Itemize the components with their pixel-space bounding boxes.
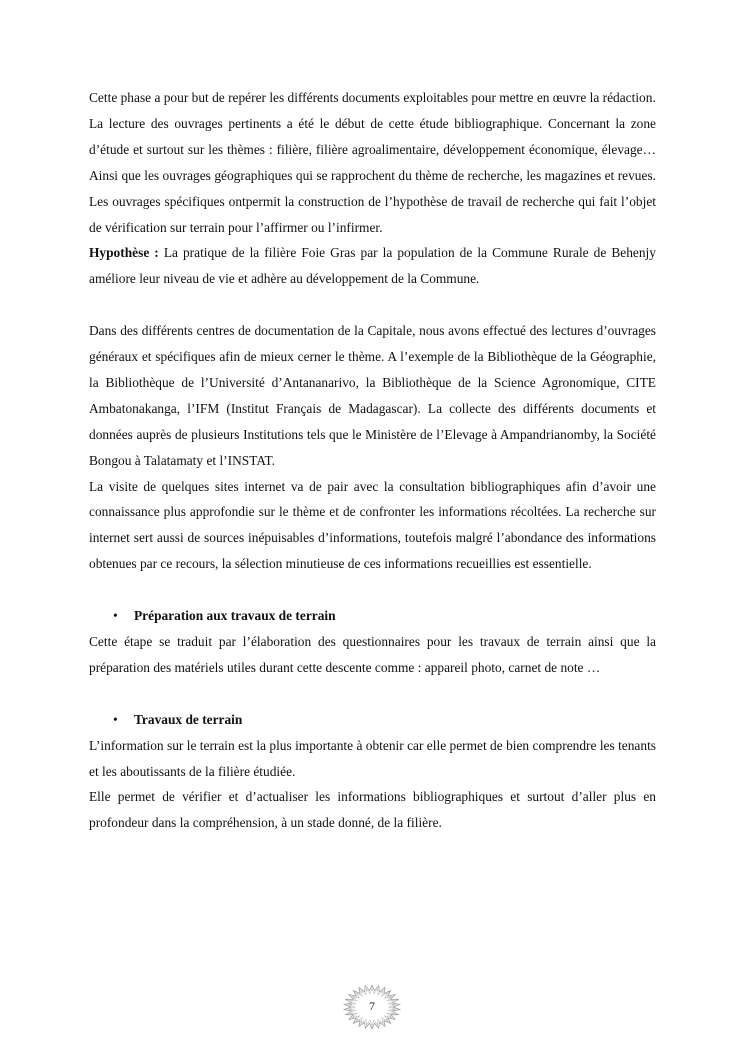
spacer	[89, 292, 656, 318]
preparation-heading	[89, 603, 656, 629]
terrain-paragraph-1: L’information sur le terrain est la plus importante à obtenir car elle permet de bien comprendre les tenants et les aboutissants de la filière étudiée.	[89, 737, 656, 779]
documentation-centers-paragraph: Dans des différents centres de documentation de la Capitale, nous avons effectué des lectures d’ouvrages généraux et spécifiques afin de mieux cerner le thème. A l’exemple de la Bibliothèque de la Géographie, la Bibliothèque de l’Université d’Antananarivo, la Bibliothèque de la Science Agronomique, CITE Ambatonakanga, l’IFM (Institut Français de Madagascar). La collecte des différents documents et données auprès de plusieurs Institutions tels que le Ministère de l’Elevage à Ampandrianomby, la Société Bongou à Talatamaty et l’INSTAT.	[89, 323, 656, 468]
hypothesis-label: Hypothèse :	[89, 245, 159, 261]
terrain-paragraph-2: Elle permet de vérifier et d’actualiser les informations bibliographiques et surtout d’aller plus en profondeur dans la compréhension, à un stade donné, de la filière.	[89, 789, 656, 831]
page-number-badge	[340, 984, 404, 1034]
bullet-icon: •	[113, 711, 118, 727]
terrain-heading-text: Travaux de terrain	[134, 711, 243, 727]
bullet-icon: •	[113, 608, 118, 624]
bibliography-paragraph: La lecture des ouvrages pertinents a été le début de cette étude bibliographique. Concernant la zone d’étude et surtout sur les thèmes : filière, filière agroalimentaire, développement économique, élevage…Ainsi que les ouvrages géographiques qui se rapprochent du thème de recherche, les magazines et revues. Les ouvrages spécifiques ontpermit la construction de l’hypothèse de travail de recherche qui fait l’objet de vérification sur terrain pour l’affirmer ou l’infirmer.	[89, 115, 656, 235]
preparation-paragraph: Cette étape se traduit par l’élaboration des questionnaires pour les travaux de terrain ainsi que la préparation des matériels utiles durant cette descente comme : appareil photo, carnet de note …	[89, 634, 656, 675]
document-page	[89, 85, 656, 836]
spacer	[89, 681, 656, 707]
page-number: 7	[369, 999, 375, 1013]
terrain-heading	[89, 707, 656, 733]
internet-research-paragraph: La visite de quelques sites internet va de pair avec la consultation bibliographiques afin d’avoir une connaissance plus approfondie sur le thème et de confronter les informations récoltées. La recherche sur internet sert aussi de sources inépuisables d’informations, toutefois malgré l’abondance des informations obtenues par ce recours, la sélection minutieuse de ces informations recueillies est essentielle.	[89, 478, 656, 572]
preparation-heading-text: Préparation aux travaux de terrain	[134, 608, 336, 624]
hypothesis-text: La pratique de la filière Foie Gras par la population de la Commune Rurale de Behenjy améliore leur niveau de vie et adhère au développement de la Commune.	[89, 245, 656, 287]
intro-paragraph: Cette phase a pour but de repérer les différents documents exploitables pour mettre en œuvre la rédaction.	[89, 90, 656, 105]
hypothesis-paragraph	[89, 240, 656, 292]
spacer	[89, 577, 656, 603]
